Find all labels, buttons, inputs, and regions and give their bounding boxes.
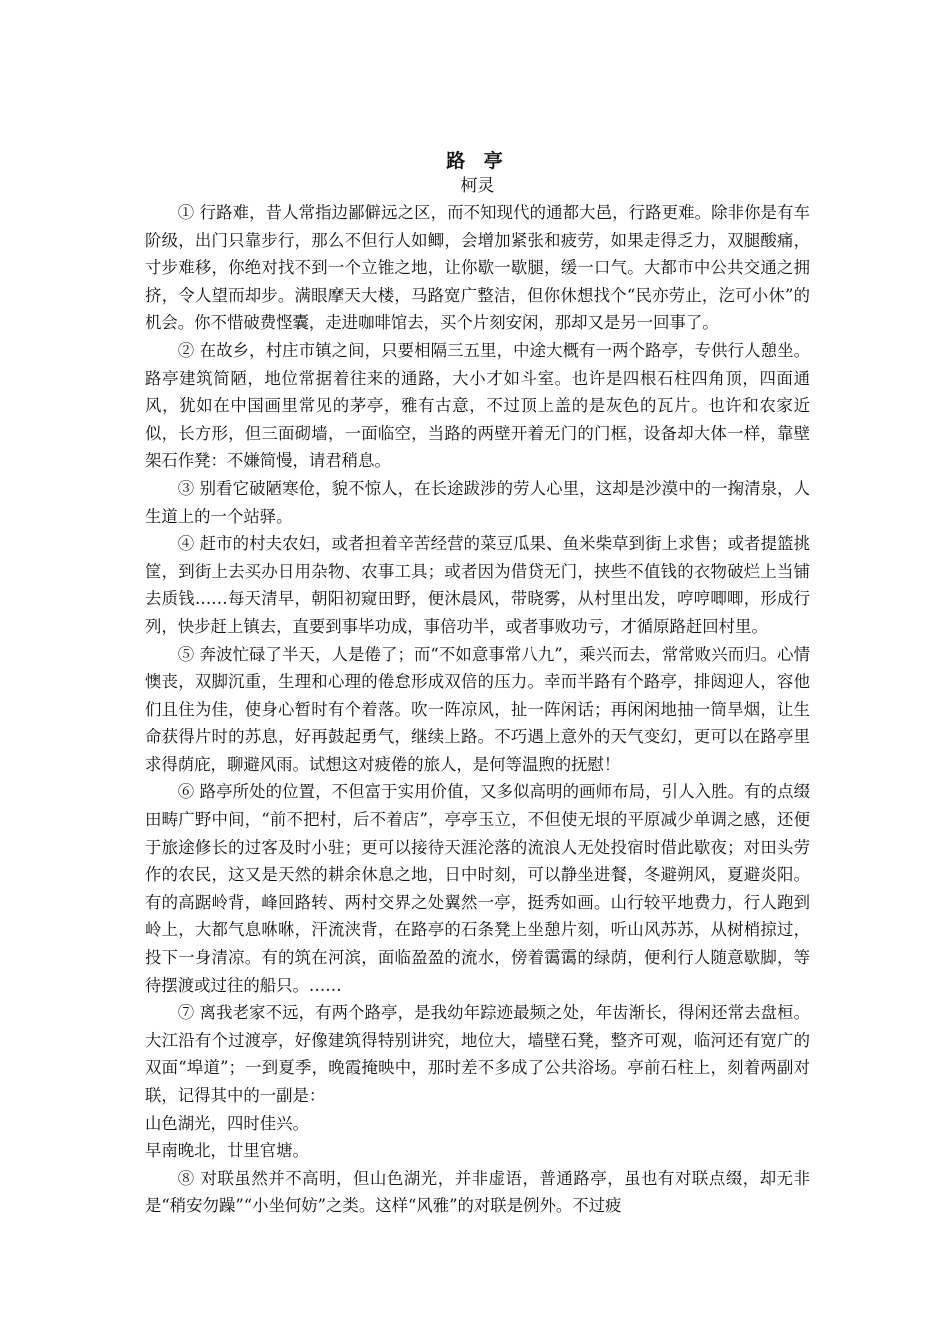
paragraph-3: ③ 别看它破陋寒伧，貌不惊人，在长途跋涉的劳人心里，这却是沙漠中的一掬清泉，人生道上的一个站驿。 bbox=[145, 478, 810, 526]
paragraph-1: ① 行路难，昔人常指边鄙僻远之区，而不知现代的通都大邑，行路更难。除非你是有车阶级，出门只靠步行，那么不但行人如鲫，会增加紧张和疲劳，如果走得乏力，双腿酸痛，寸步难移，你绝对找不到一个立锥之地，让你歇一歇腿，缓一口气。大都市中公共交通之拥挤，令人望而却步。满眼摩天大楼，马路宽广整洁，但你休想找个“民亦劳止，汔可小休”的机会。你不惜破费悭囊，走进咖啡馆去，买个片刻安闲，那却又是另一回事了。 bbox=[145, 203, 810, 333]
article-author: 柯灵 bbox=[460, 176, 495, 196]
couplet-line-2: 早南晚北，廿里官塘。 bbox=[145, 1141, 309, 1161]
paragraph-7: ⑦ 离我老家不远，有两个路亭，是我幼年踪迹最频之处，年齿渐长，得闲还常去盘桓。大江沿有个过渡亭，好像建筑得特别讲究，地位大，墙壁石凳，整齐可观，临河还有宽广的双面“埠道”；一到夏季，晚霞掩映中，那时差不多成了公共浴场。亭前石柱上，刻着两副对联，记得其中的一副是： bbox=[145, 1003, 810, 1105]
article bbox=[145, 148, 810, 1220]
paragraph-5: ⑤ 奔波忙碌了半天，人是倦了；而“不如意事常八九”，乘兴而去，常常败兴而归。心情懊丧，双脚沉重，生理和心理的倦怠形成双倍的压力。幸而半路有个路亭，排闼迎人，容他们且住为佳，使身心暂时有个着落。吹一阵凉风，扯一阵闲话；再闲闲地抽一筒旱烟，让生命获得片时的苏息，好再鼓起勇气，继续上路。不巧遇上意外的天气变幻，更可以在路亭里求得荫庇，聊避风雨。试想这对疲倦的旅人，是何等温煦的抚慰！ bbox=[145, 644, 810, 774]
paragraph-6: ⑥ 路亭所处的位置，不但富于实用价值，又多似高明的画师布局，引人入胜。有的点缀田畴广野中间，“前不把村，后不着店”，亭亭玉立，不但使无垠的平原减少单调之感，还便于旅途修长的过客及时小驻；更可以接待天涯沦落的流浪人无处投宿时借此歇夜；对田头劳作的农民，这又是天然的耕余休息之地，日中时刻，可以静坐进餐，冬避朔风，夏避炎阳。有的高踞岭背，峰回路转、两村交界之处翼然一亭，挺秀如画。山行较平地费力，行人跑到岭上，大都气息咻咻，汗流浃背，在路亭的石条凳上坐憩片刻，听山风苏苏，从树梢掠过，投下一身清凉。有的筑在河滨，面临盈盈的流水，傍着霭霭的绿荫，便利行人随意歇脚，等待摆渡或过往的船只。…… bbox=[145, 782, 810, 995]
paragraph-4: ④ 赶市的村夫农妇，或者担着辛苦经营的菜豆瓜果、鱼米柴草到街上求售；或者提篮挑筐，到街上去买办日用杂物、农事工具；或者因为借贷无门，挟些不值钱的衣物破烂上当铺去质钱……每天清早，朝阳初窥田野，便沐晨风，带晓雾，从村里出发，哼哼唧唧，形成行列，快步赶上镇去，直要到事毕功成，事倍功半，或者事败功亏，才循原路赶回村里。 bbox=[145, 534, 810, 636]
paragraph-8: ⑧ 对联虽然并不高明，但山色湖光，并非虚语，普通路亭，虽也有对联点缀，却无非是“稍安勿躁”“小坐何妨”之类。这样“风雅”的对联是例外。不过疲 bbox=[145, 1168, 810, 1216]
couplet-line-1: 山色湖光，四时佳兴。 bbox=[145, 1113, 309, 1133]
article-title: 路 亭 bbox=[446, 150, 509, 172]
paragraph-2: ② 在故乡，村庄市镇之间，只要相隔三五里，中途大概有一两个路亭，专供行人憩坐。路亭建筑简陋，地位常据着往来的通路，大小才如斗室。也许是四根石柱四角顶，四面通风，犹如在中国画里常见的茅亭，雅有古意，不过顶上盖的是灰色的瓦片。也许和农家近似，长方形，但三面砌墙，一面临空，当路的两壁开着无门的门框，设备却大体一样，靠壁架石作凳：不嫌简慢，请君稍息。 bbox=[145, 340, 810, 471]
